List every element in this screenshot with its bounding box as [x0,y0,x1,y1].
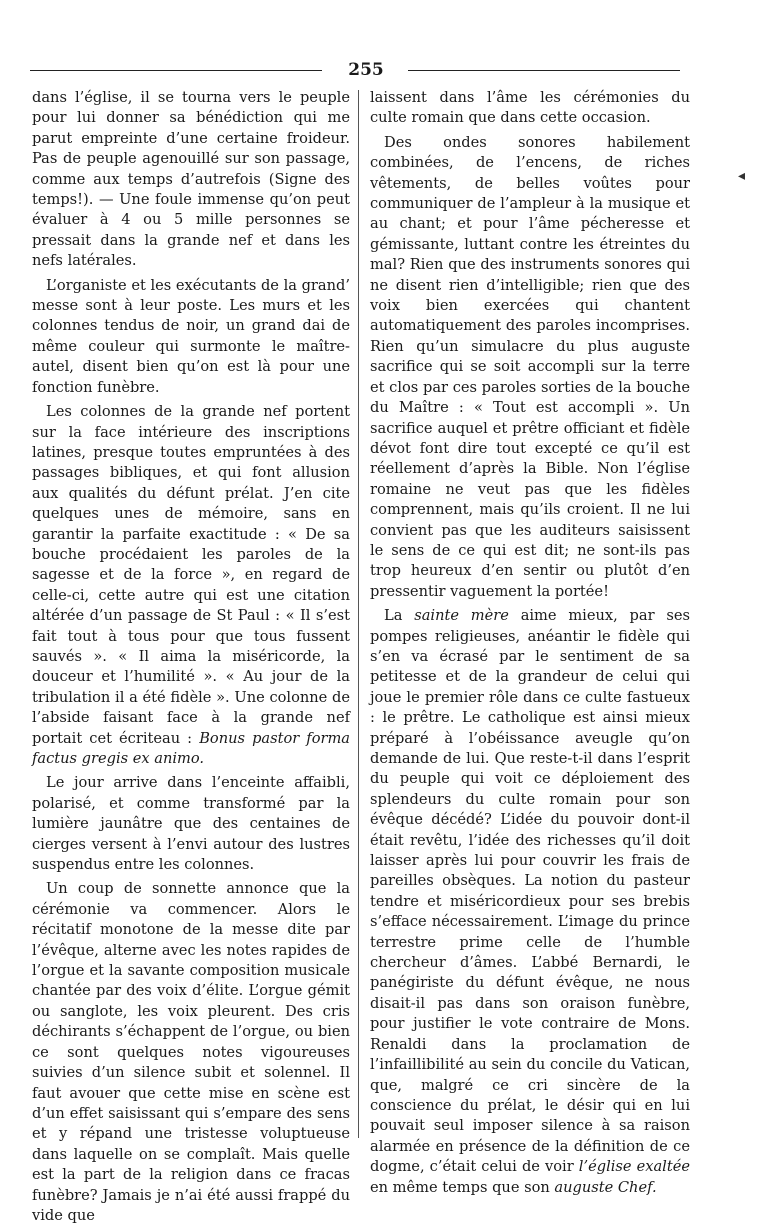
left-paragraph-3-text: Les colonnes de la grande nef portent sur la face intérieure des inscriptions latines, presque toutes empruntées à des passages bibliques, et qui font allusion aux qualités du défunt prélat. J’en cite quelques unes de mémoire, sans en garantir la parfaite exactitude : « De sa bouche procédaient les paroles de la sagesse et de la force », en regard de celle-ci, cette autre qui est une citation altérée d’un passage de St Paul : « Il s’est fait tout à tous pour que tous fussent sauvés ». « Il aima la miséricorde, la douceur et l’humilité ». « Au jour de la tribulation il a été fidèle ». Une colonne de l’abside faisant face à la grande nef portait cet écriteau : [32,403,350,747]
left-paragraph-4: Le jour arrive dans l’enceinte affaibli, polarisé, et comme transformé par la lumière jaunâtre que des centaines de cierges versent à l’envi autour des lustres suspendus entre les colonnes. [32,774,350,874]
header-rule-left [30,70,322,71]
right-paragraph-3-after-italic: aime mieux, par ses [520,607,690,625]
page-header [30,58,680,82]
right-paragraph-3-text: pompes religieuses, anéantir le fidèle qui s’en va écrasé par le sentiment de sa petitesse et de la grandeur de celui qui joue le premier rôle dans ce culte fastueux : le prêtre. Le catholique est ainsi mieux préparé à l’obéissance aveugle qu’on demande de lui. Que reste-t-il dans l’esprit du peuple qui voit ce déploiement des splendeurs du culte romain pour son évêque décédé? L’idée du pouvoir dont-il était revêtu, l’idée des richesses qu’il doit laisser après lui pour couvrir les frais de pareilles obsèques. La notion du pasteur tendre et miséricordieux pour ses brebis s’efface nécessairement. L’image du prince terrestre prime celle de l’humble chercheur d’âmes. L’abbé Bernardi, le panégiriste du défunt évêque, ne nous disait-il pas dans son oraison funèbre, pour justifier le vote contraire de Mons. Renaldi dans la proclamation de l’infaillibilité au sein du concile du Vatican, que, malgré ce cri sincère de la conscience du prélat, le désir qui en lui pouvait seul imposer silence à sa raison alarmée en présence de la définition de ce dogme, c’était celui de voir [370,627,690,1176]
column-divider [358,90,359,1138]
left-column [32,88,350,1230]
sainte-mere-italic: sainte mère [414,607,509,625]
right-paragraph-1: laissent dans l’âme les cérémonies du culte romain que dans cette occasion. [370,89,690,127]
margin-mark: ◂ [738,168,746,184]
left-paragraph-1: dans l’église, il se tourna vers le peuple pour lui donner sa bénédiction qui me parut empreinte d’une certaine froideur. Pas de peuple agenouillé sur son passage, comme aux temps d’autrefois (Signe des temps!). — Une foule immense qu’on peut évaluer à 4 ou 5 mille personnes se pressait dans la grande nef et dans les nefs latérales. [32,89,350,270]
eglise-exaltee-italic: l’église exaltée [578,1158,690,1176]
left-paragraph-2: L’organiste et les exécutants de la grand’ messe sont à leur poste. Les murs et les colonnes tendus de noir, un grand dai de même couleur qui surmonte le maître-autel, disent bien qu’on est là pour une fonction funèbre. [32,276,350,396]
left-paragraph-5: Un coup de sonnette annonce que la cérémonie va commencer. Alors le récitatif monotone de la messe dite par l’évêque, alterne avec les notes rapides de l’orgue et la savante composition musicale chantée par des voix d’élite. L’orgue gémit ou sanglote, les voix pleurent. Des cris déchirants s’échappent de l’orgue, ou bien ce sont quelques notes vigoureuses suivies d’un silence subit et solennel. Il faut avouer que cette mise en scène est d’un effet saisissant qui s’empare des sens et y répand une tristesse voluptueuse dans laquelle on se complaît. Mais quelle est la part de la religion dans ce fracas funèbre? Jamais je n’ai été aussi frappé du vide que [32,880,350,1224]
right-column [370,88,690,1202]
latin-inscription: Bonus pastor forma factus gregis ex animo. [32,729,351,767]
left-paragraph-3 [32,402,350,769]
right-paragraph-3-start: La [384,607,403,625]
right-paragraph-3-tail: en même temps que son [370,1178,550,1196]
page-number: 255 [348,60,384,80]
auguste-chef-italic: auguste Chef. [554,1178,657,1196]
header-rule-right [408,70,680,71]
right-paragraph-2: Des ondes sonores habilement combinées, de l’encens, de riches vêtements, de belles voûtes pour communiquer de l’ampleur à la musique et au chant; et pour l’âme pécheresse et gémissante, luttant contre les étreintes du mal? Rien que des instruments sonores qui ne disent rien d’intelligible; rien que des voix bien exercées qui chantent automatiquement des paroles incomprises. Rien qu’un simulacre du plus auguste sacrifice qui se soit accompli sur la terre et clos par ces paroles sorties de la bouche du Maître : « Tout est accompli ». Un sacrifice auquel et prêtre officiant et fidèle dévot font dire tout excepté ce qu’il est réellement d’après la Bible. Non l’église romaine ne veut pas que les fidèles comprennent, mais qu’ils croient. Il ne lui convient pas que les auditeurs saisissent le sens de ce qui est dit; ne sont-ils pas trop heureux d’en sentir ou plutôt d’en pressentir vaguement la portée! [370,133,690,600]
right-paragraph-3 [370,606,690,1198]
